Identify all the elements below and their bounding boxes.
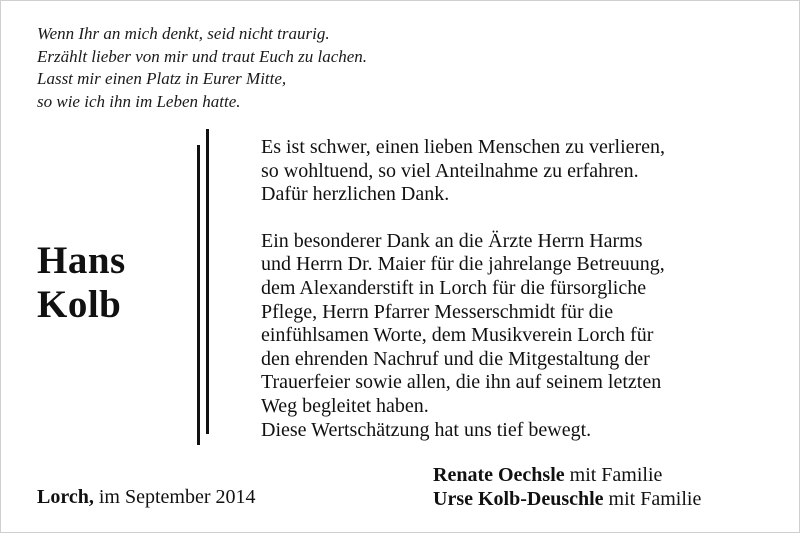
- deceased-last-name: Kolb: [37, 283, 122, 326]
- signer-suffix: mit Familie: [603, 488, 702, 510]
- paragraph-spacer: [261, 207, 665, 230]
- signer-line: [433, 463, 701, 487]
- divider-rule-right: [206, 129, 209, 434]
- message-line: Pflege, Herrn Pfarrer Messerschmidt für die: [261, 300, 614, 323]
- message-line: einfühlsamen Worte, dem Musikverein Lorch für: [261, 324, 654, 347]
- deceased-name: [37, 239, 126, 327]
- message-line: den ehrenden Nachruf und die Mitgestaltung der: [261, 347, 650, 370]
- poem-line: Wenn Ihr an mich denkt, seid nicht traurig.: [37, 24, 330, 43]
- signer-name: Urse Kolb-Deuschle: [433, 488, 604, 510]
- poem-block: [37, 23, 367, 113]
- signer-suffix: mit Familie: [564, 464, 663, 486]
- message-line: Diese Wertschätzung hat uns tief bewegt.: [261, 418, 592, 441]
- poem-line: Erzählt lieber von mir und traut Euch zu lachen.: [37, 46, 368, 66]
- deceased-first-name: Hans: [37, 239, 126, 282]
- date-text: im September 2014: [93, 486, 256, 508]
- poem-line: Lasst mir einen Platz in Eurer Mitte,: [37, 69, 287, 88]
- divider-rule-left: [197, 145, 200, 445]
- message-line: so wohltuend, so viel Anteilnahme zu erfahren.: [261, 159, 639, 182]
- message-line: Es ist schwer, einen lieben Menschen zu verlieren,: [261, 136, 666, 158]
- signer-line: [433, 487, 701, 511]
- message-line: Trauerfeier sowie allen, die ihn auf seinem letzten: [261, 371, 662, 394]
- poem-line: so wie ich ihn im Leben hatte.: [37, 91, 241, 111]
- thank-you-message: [261, 136, 665, 442]
- message-line: Dafür herzlichen Dank.: [261, 183, 450, 206]
- message-line: dem Alexanderstift in Lorch für die fürsorgliche: [261, 276, 647, 299]
- message-line: Ein besonderer Dank an die Ärzte Herrn Harms: [261, 229, 643, 252]
- message-line: Weg begleitet haben.: [261, 394, 429, 417]
- place-and-date: [37, 485, 256, 509]
- place-name: Lorch,: [37, 486, 94, 508]
- signers-block: [433, 463, 701, 511]
- signer-name: Renate Oechsle: [433, 464, 565, 486]
- message-line: und Herrn Dr. Maier für die jahrelange Betreuung,: [261, 253, 665, 276]
